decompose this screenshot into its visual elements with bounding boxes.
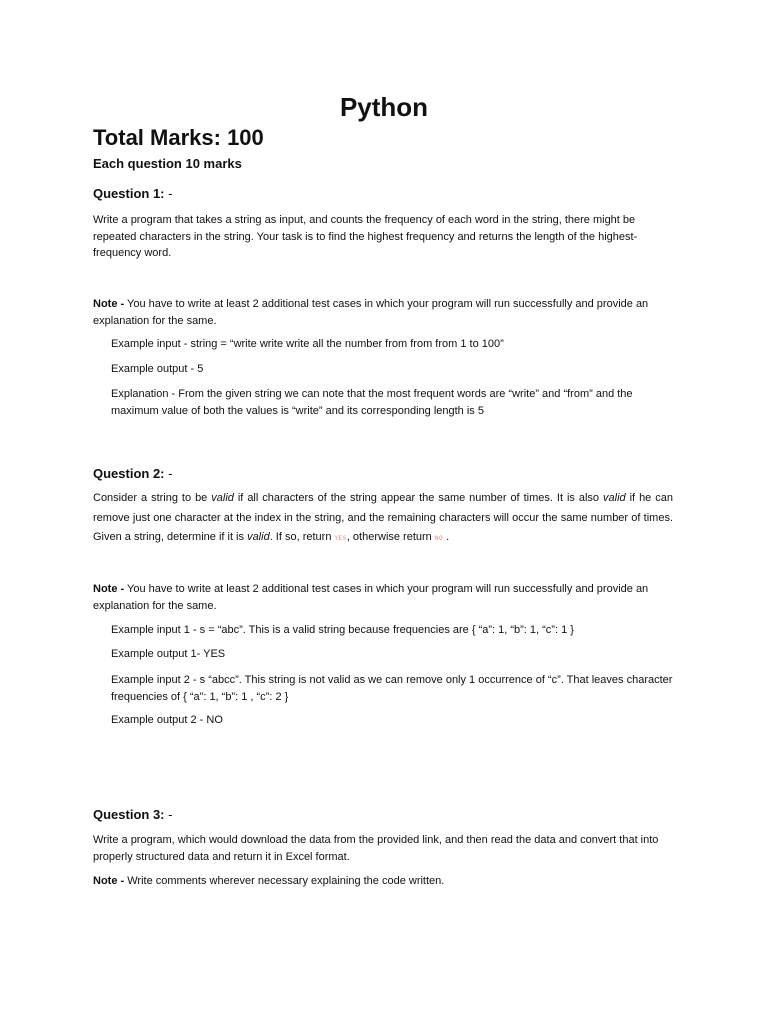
question-1-example-input: Example input - string = “write write write all the number from from from 1 to 100” bbox=[111, 338, 504, 350]
question-2-body-part-2: if all characters of the string appear the same number of times. It is also bbox=[233, 492, 604, 504]
valid-term: valid bbox=[603, 492, 626, 504]
code-yes: YES bbox=[334, 535, 347, 542]
question-2-suffix: - bbox=[164, 466, 173, 481]
question-2-body-part-6: . bbox=[443, 531, 450, 543]
valid-term: valid bbox=[211, 492, 234, 504]
question-1-note-label: Note - bbox=[93, 298, 125, 310]
marks-per-question: Each question 10 marks bbox=[93, 156, 242, 171]
question-2-note bbox=[93, 581, 673, 614]
question-3-note-label: Note - bbox=[93, 875, 125, 887]
question-2-example-output-1: Example output 1- YES bbox=[111, 648, 226, 660]
question-2-note-label: Note - bbox=[93, 583, 125, 595]
question-1-suffix: - bbox=[164, 186, 173, 201]
question-2-body-part-5: , otherwise return bbox=[346, 531, 435, 543]
question-1-explanation: Explanation - From the given string we can note that the most frequent words are “write” and “from” and the maximum value of both the values is “write” and its corresponding length is 5 bbox=[111, 388, 633, 417]
question-1-note bbox=[93, 296, 673, 329]
question-1-heading bbox=[93, 186, 172, 201]
code-no: NO bbox=[434, 535, 444, 542]
question-2-example-output-2: Example output 2 - NO bbox=[111, 714, 223, 726]
question-1-body: Write a program that takes a string as input, and counts the frequency of each word in the string, there might be repeated characters in the string. Your task is to find the highest frequency and returns the length of the highest-frequency word. bbox=[93, 214, 638, 259]
question-3-body: Write a program, which would download the data from the provided link, and then read the data and convert that into properly structured data and return it in Excel format. bbox=[93, 834, 659, 863]
question-2-label: Question 2: bbox=[93, 466, 165, 481]
question-3-note-text: Write comments wherever necessary explaining the code written. bbox=[124, 875, 445, 887]
question-2-example-input-2: Example input 2 - s “abcc”. This string is not valid as we can remove only 1 occurrence of “c”. That leaves character frequencies of { “a”: 1, “b”: 1 , “c”: 2 } bbox=[111, 674, 673, 703]
question-2-heading bbox=[93, 466, 172, 481]
total-marks-heading: Total Marks: 100 bbox=[93, 125, 264, 150]
question-1-note-text: You have to write at least 2 additional test cases in which your program will run successfully and provide an explanation for the same. bbox=[93, 298, 649, 327]
question-2-body-part-3: if he can remove just one character at the index in the string, and the remaining characters will occur the same number of times. Given a string, determine if it is bbox=[93, 492, 674, 543]
question-3-heading bbox=[93, 807, 172, 822]
question-1-example-output: Example output - 5 bbox=[111, 363, 204, 375]
question-1-label: Question 1: bbox=[93, 186, 165, 201]
question-3-label: Question 3: bbox=[93, 807, 165, 822]
question-2-body bbox=[93, 489, 673, 549]
question-3-note bbox=[93, 873, 673, 890]
question-2-note-text: You have to write at least 2 additional test cases in which your program will run successfully and provide an explanation for the same. bbox=[93, 583, 649, 612]
question-2-example-input-1: Example input 1 - s = “abc”. This is a valid string because frequencies are { “a”: 1, “b”: 1, “c”: 1 } bbox=[111, 624, 574, 636]
question-2-body-part-4: . If so, return bbox=[269, 531, 335, 543]
question-3-suffix: - bbox=[164, 807, 173, 822]
valid-term: valid bbox=[247, 531, 270, 543]
question-2-body-part-1: Consider a string to be bbox=[93, 492, 212, 504]
page-title: Python bbox=[339, 92, 429, 122]
